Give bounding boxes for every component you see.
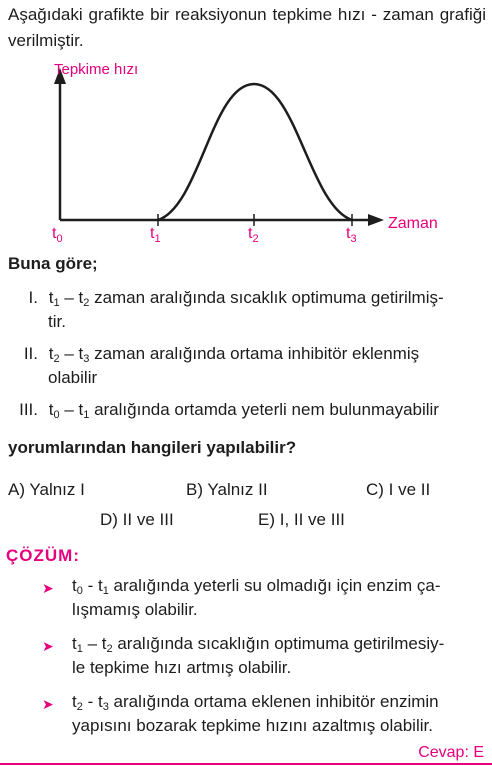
bottom-rule [0,763,492,765]
y-axis-label: Tepkime hızı [54,61,139,78]
statement-text: aralığında ortamda yeterli nem bulunmayabilir [89,400,439,419]
option-d[interactable]: D) II ve III [100,510,174,529]
tick-label-t3: $t_3$ [346,225,357,245]
statement-number: III. [19,400,38,419]
answer-label: Cevap: E [418,744,484,761]
x-axis-arrow [368,214,384,226]
statement-number: I. [28,288,38,307]
arrow-icon: ➤ [42,696,54,712]
question-intro: Aşağıdaki grafikte bir reaksiyonun tepkime hızı - zaman grafiği verilmiştir. [8,5,486,50]
statement-text: zaman aralığında sıcaklık optimuma getirilmiş- [89,288,444,307]
rate-time-graph [0,56,492,256]
rate-curve [158,84,352,220]
question-end: yorumlarından hangileri yapılabilir? [8,438,297,457]
prompt-text: Buna göre; [8,254,98,273]
statement-2: II. $t_2 - t_3$ zaman aralığında ortama inhibitör eklenmiş olabilir [8,342,484,390]
tick-label-t2: $t_2$ [248,225,259,245]
option-b[interactable]: B) Yalnız II [186,480,268,499]
statement-3: III. $t_0 - t_1$ aralığında ortamda yeterli nem bulunmayabilir [8,398,484,422]
arrow-icon: ➤ [42,580,54,596]
arrow-icon: ➤ [42,638,54,654]
option-e[interactable]: E) I, II ve III [258,510,345,529]
statement-1: I. $t_1 - t_2$ zaman aralığında sıcaklık optimuma getirilmiş- tir. [8,286,484,334]
option-c[interactable]: C) I ve II [366,480,431,499]
tick-label-t0: $t_0$ [52,225,63,245]
statement-number: II. [23,344,38,363]
solution-title: ÇÖZÜM: [6,546,80,565]
solution-item-3: ➤ $t_2 - t_3$ aralığında ortama eklenen inhibitör enzimin yapısını bozarak tepkime hızını azaltmış olabilir. [42,692,439,735]
solution-item-2: ➤ $t_1 - t_2$ aralığında sıcaklığın optimuma getirilmesiy- le tepkime hızı artmış olabilir. [42,634,445,677]
tick-label-t1: $t_1$ [150,225,161,245]
statement-text-cont: tir. [48,312,66,331]
option-a[interactable]: A) Yalnız I [8,480,85,499]
statement-text-cont: olabilir [48,368,98,387]
statement-text: zaman aralığında ortama inhibitör eklenmiş [89,344,420,363]
solution-item-1: ➤ $t_0 - t_1$ aralığında yeterli su olmadığı için enzim ça- lışmamış olabilir. [42,576,441,619]
x-axis-label: Zaman [388,215,438,232]
